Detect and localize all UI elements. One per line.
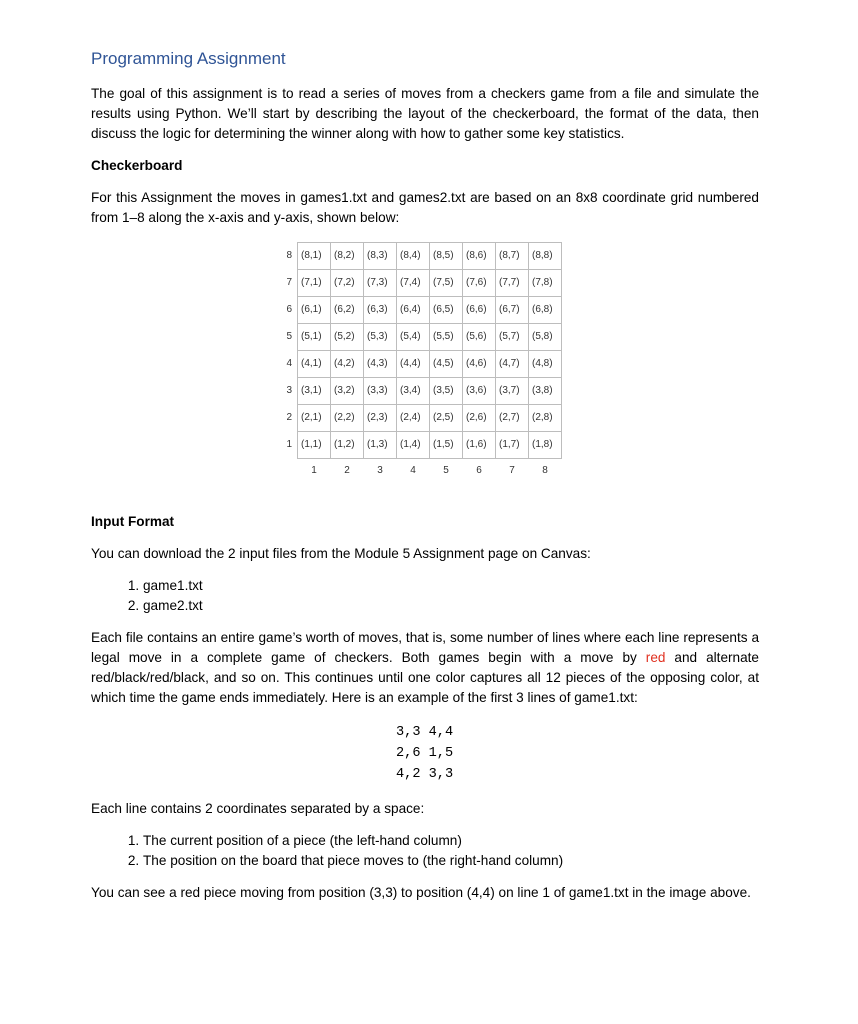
board-cell: (4,1) — [298, 351, 331, 378]
board-cell: (4,4) — [397, 351, 430, 378]
column-label: 5 — [443, 465, 449, 476]
board-cell: (8,7) — [496, 243, 529, 270]
file-list — [91, 576, 759, 616]
row-label: 6 — [286, 304, 292, 315]
board-cell: (5,3) — [364, 324, 397, 351]
code-line: 3,3 4,4 — [396, 725, 454, 740]
board-cell: (2,1) — [298, 405, 331, 432]
board-cell: (3,4) — [397, 378, 430, 405]
board-cell: (2,6) — [463, 405, 496, 432]
board-cell: (2,5) — [430, 405, 463, 432]
board-cell: (2,8) — [529, 405, 562, 432]
coords-list-item: 2. The position on the board that piece moves to (the right-hand column) — [143, 851, 759, 871]
board-cell: (1,4) — [397, 432, 430, 459]
board-cell: (5,2) — [331, 324, 364, 351]
board-cell: (6,5) — [430, 297, 463, 324]
board-cell: (3,7) — [496, 378, 529, 405]
board-cell: (1,7) — [496, 432, 529, 459]
file-list-item: 1. game1.txt — [143, 576, 759, 596]
board-row — [279, 378, 562, 405]
board-cell: (7,5) — [430, 270, 463, 297]
board-cell: (1,6) — [463, 432, 496, 459]
board-row — [279, 351, 562, 378]
board-cell: (7,6) — [463, 270, 496, 297]
board-cell: (7,2) — [331, 270, 364, 297]
file-list-item: 2. game2.txt — [143, 596, 759, 616]
board-cell: (8,4) — [397, 243, 430, 270]
board-cell: (6,7) — [496, 297, 529, 324]
board-row — [279, 405, 562, 432]
board-cell: (8,6) — [463, 243, 496, 270]
board-row — [279, 270, 562, 297]
board-cell: (6,2) — [331, 297, 364, 324]
board-cell: (2,7) — [496, 405, 529, 432]
code-line: 4,2 3,3 — [396, 767, 454, 782]
row-label: 5 — [286, 331, 292, 342]
column-label-row — [279, 459, 562, 484]
game-description-text-cont: and alternate red/black/red/black, and so on. This continues until one color captures all 12 pieces of the opposing color, at which time the game ends immediately. Here is an example of the first 3 lines of game1.txt: — [91, 650, 759, 705]
board-cell: (1,3) — [364, 432, 397, 459]
board-cell: (7,1) — [298, 270, 331, 297]
row-label: 4 — [286, 358, 292, 369]
row-label: 2 — [286, 412, 292, 423]
board-cell: (1,2) — [331, 432, 364, 459]
board-row — [279, 324, 562, 351]
board-cell: (8,8) — [529, 243, 562, 270]
game-description-text: Each file contains an entire game’s worth of moves, that is, some number of lines where each line represents a legal move in a complete game of checkers. Both games begin with a move by — [91, 630, 759, 665]
board-cell: (6,4) — [397, 297, 430, 324]
column-label: 6 — [476, 465, 482, 476]
column-label: 4 — [410, 465, 416, 476]
board-cell: (4,7) — [496, 351, 529, 378]
checkerboard-grid — [279, 242, 759, 512]
board-cell: (3,6) — [463, 378, 496, 405]
board-cell: (7,8) — [529, 270, 562, 297]
board-cell: (5,4) — [397, 324, 430, 351]
board-row — [279, 297, 562, 324]
board-cell: (2,4) — [397, 405, 430, 432]
closing-paragraph: You can see a red piece moving from position (3,3) to position (4,4) on line 1 of game1.txt in the image above. — [91, 885, 751, 900]
board-cell: (7,4) — [397, 270, 430, 297]
board-cell: (6,1) — [298, 297, 331, 324]
coords-paragraph: Each line contains 2 coordinates separated by a space: — [91, 801, 425, 816]
checkerboard-table — [279, 242, 562, 483]
row-label: 7 — [286, 277, 292, 288]
row-label: 8 — [286, 250, 292, 261]
board-cell: (6,3) — [364, 297, 397, 324]
board-cell: (3,1) — [298, 378, 331, 405]
code-sample — [396, 722, 759, 785]
board-cell: (3,8) — [529, 378, 562, 405]
board-cell: (6,6) — [463, 297, 496, 324]
board-cell: (3,5) — [430, 378, 463, 405]
board-cell: (6,8) — [529, 297, 562, 324]
board-cell: (4,2) — [331, 351, 364, 378]
checkerboard-paragraph: For this Assignment the moves in games1.txt and games2.txt are based on an 8x8 coordinate grid numbered from 1–8 along the x-axis and y-axis, shown below: — [91, 190, 759, 225]
column-label: 2 — [344, 465, 350, 476]
board-cell: (5,8) — [529, 324, 562, 351]
board-cell: (5,1) — [298, 324, 331, 351]
row-label: 1 — [286, 439, 292, 450]
corner-blank — [279, 459, 298, 484]
coords-list-item: 1. The current position of a piece (the left-hand column) — [143, 831, 759, 851]
board-cell: (8,2) — [331, 243, 364, 270]
column-label: 3 — [377, 465, 383, 476]
board-cell: (8,5) — [430, 243, 463, 270]
red-word: red — [645, 650, 666, 665]
board-cell: (4,8) — [529, 351, 562, 378]
board-cell: (3,2) — [331, 378, 364, 405]
board-cell: (4,3) — [364, 351, 397, 378]
document-title: Programming Assignment — [91, 49, 286, 68]
board-cell: (7,7) — [496, 270, 529, 297]
board-cell: (8,1) — [298, 243, 331, 270]
board-cell: (5,6) — [463, 324, 496, 351]
document-page — [91, 47, 759, 903]
board-cell: (5,5) — [430, 324, 463, 351]
board-cell: (2,2) — [331, 405, 364, 432]
input-format-heading: Input Format — [91, 514, 175, 529]
coords-list — [91, 831, 759, 871]
board-cell: (8,3) — [364, 243, 397, 270]
board-cell: (1,8) — [529, 432, 562, 459]
board-cell: (5,7) — [496, 324, 529, 351]
board-row — [279, 432, 562, 459]
checkerboard-heading: Checkerboard — [91, 158, 183, 173]
code-line: 2,6 1,5 — [396, 746, 454, 761]
board-cell: (4,5) — [430, 351, 463, 378]
intro-paragraph: The goal of this assignment is to read a series of moves from a checkers game from a file and simulate the results using Python. We’ll start by describing the layout of the checkerboard, the format of the data, then discuss the logic for determining the winner along with how to gather some key statistics. — [91, 86, 759, 141]
board-cell: (1,1) — [298, 432, 331, 459]
board-cell: (2,3) — [364, 405, 397, 432]
row-label: 3 — [286, 385, 292, 396]
column-label: 7 — [509, 465, 515, 476]
board-row — [279, 243, 562, 270]
column-label: 1 — [311, 465, 317, 476]
game-description-paragraph — [91, 628, 759, 708]
board-cell: (1,5) — [430, 432, 463, 459]
column-label: 8 — [542, 465, 548, 476]
board-cell: (3,3) — [364, 378, 397, 405]
input-format-paragraph: You can download the 2 input files from the Module 5 Assignment page on Canvas: — [91, 546, 591, 561]
board-cell: (7,3) — [364, 270, 397, 297]
board-cell: (4,6) — [463, 351, 496, 378]
